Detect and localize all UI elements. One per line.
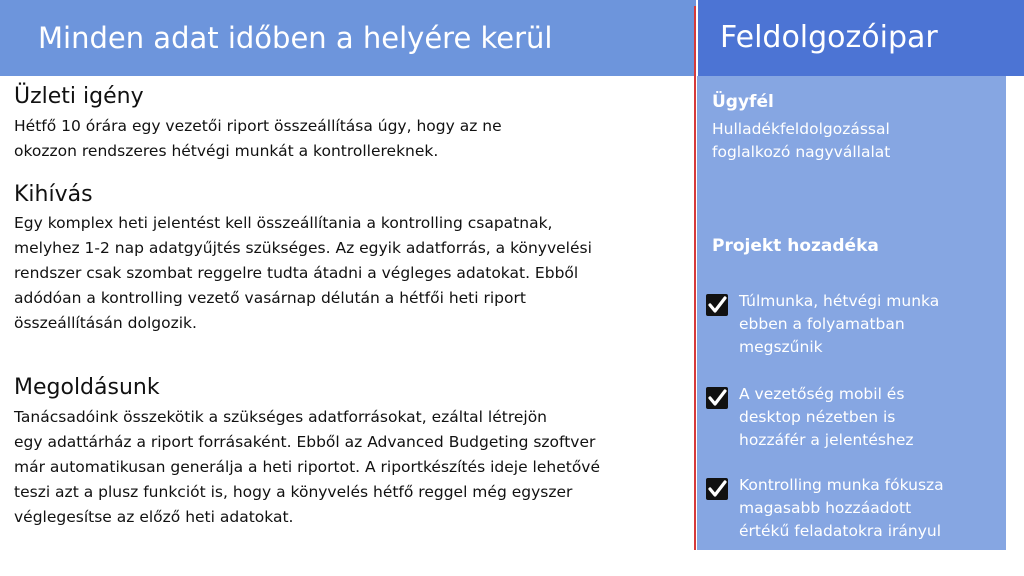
text-line: ebben a folyamatban	[739, 315, 905, 333]
text-line: desktop nézetben is	[739, 408, 896, 426]
benefit-item	[739, 474, 1001, 543]
industry-title: Feldolgozóipar	[698, 0, 1024, 76]
client-heading: Ügyfél	[712, 92, 774, 112]
text-line: A vezetőség mobil és	[739, 385, 905, 403]
text-line: megszűnik	[739, 338, 823, 356]
section-title-challenge: Kihívás	[14, 182, 93, 207]
text-line: Egy komplex heti jelentést kell összeállítania a kontrolling csapatnak,	[14, 214, 553, 232]
section-body-challenge	[14, 211, 686, 336]
text-line: melyhez 1-2 nap adatgyűjtés szükséges. Az egyik adatforrás, a könyvelési	[14, 239, 592, 257]
section-title-business-need: Üzleti igény	[14, 84, 144, 109]
checkbox-icon	[706, 294, 728, 316]
text-line: rendszer csak szombat reggelre tudta átadni a végleges adatokat. Ebből	[14, 264, 579, 282]
text-line: már automatikusan generálja a heti riportot. A riportkészítés ideje lehetővé	[14, 458, 601, 476]
text-line: Hétfő 10 órára egy vezetői riport összeállítása úgy, hogy az ne	[14, 117, 502, 135]
benefit-item	[739, 290, 1001, 359]
text-line: okozzon rendszeres hétvégi munkát a kontrollereknek.	[14, 142, 439, 160]
text-line: összeállításán dolgozik.	[14, 314, 197, 332]
text-line: teszi azt a plusz funkciót is, hogy a könyvelés hétfő reggel még egyszer	[14, 483, 573, 501]
page-title: Minden adat időben a helyére kerül	[0, 0, 696, 76]
text-line: egy adattárház a riport forrásaként. Ebből az Advanced Budgeting szoftver	[14, 433, 596, 451]
text-line: Tanácsadóink összekötik a szükséges adatforrásokat, ezáltal létrejön	[14, 408, 548, 426]
text-line: Túlmunka, hétvégi munka	[739, 292, 940, 310]
benefits-heading: Projekt hozadéka	[712, 236, 879, 256]
client-description	[712, 118, 992, 164]
text-line: Hulladékfeldolgozással	[712, 120, 890, 138]
text-line: Kontrolling munka fókusza	[739, 476, 944, 494]
section-title-solution: Megoldásunk	[14, 375, 160, 400]
text-line: értékű feladatokra irányul	[739, 522, 942, 540]
text-line: foglalkozó nagyvállalat	[712, 143, 891, 161]
text-line: adódóan a kontrolling vezető vasárnap délután a hétfői heti riport	[14, 289, 526, 307]
section-body-business-need	[14, 114, 686, 164]
text-line: hozzáfér a jelentéshez	[739, 431, 914, 449]
text-line: magasabb hozzáadott	[739, 499, 912, 517]
text-line: véglegesítse az előző heti adatokat.	[14, 508, 294, 526]
checkbox-icon	[706, 387, 728, 409]
section-body-solution	[14, 405, 686, 530]
benefit-item	[739, 383, 1001, 452]
checkbox-icon	[706, 478, 728, 500]
divider-line	[694, 6, 696, 550]
